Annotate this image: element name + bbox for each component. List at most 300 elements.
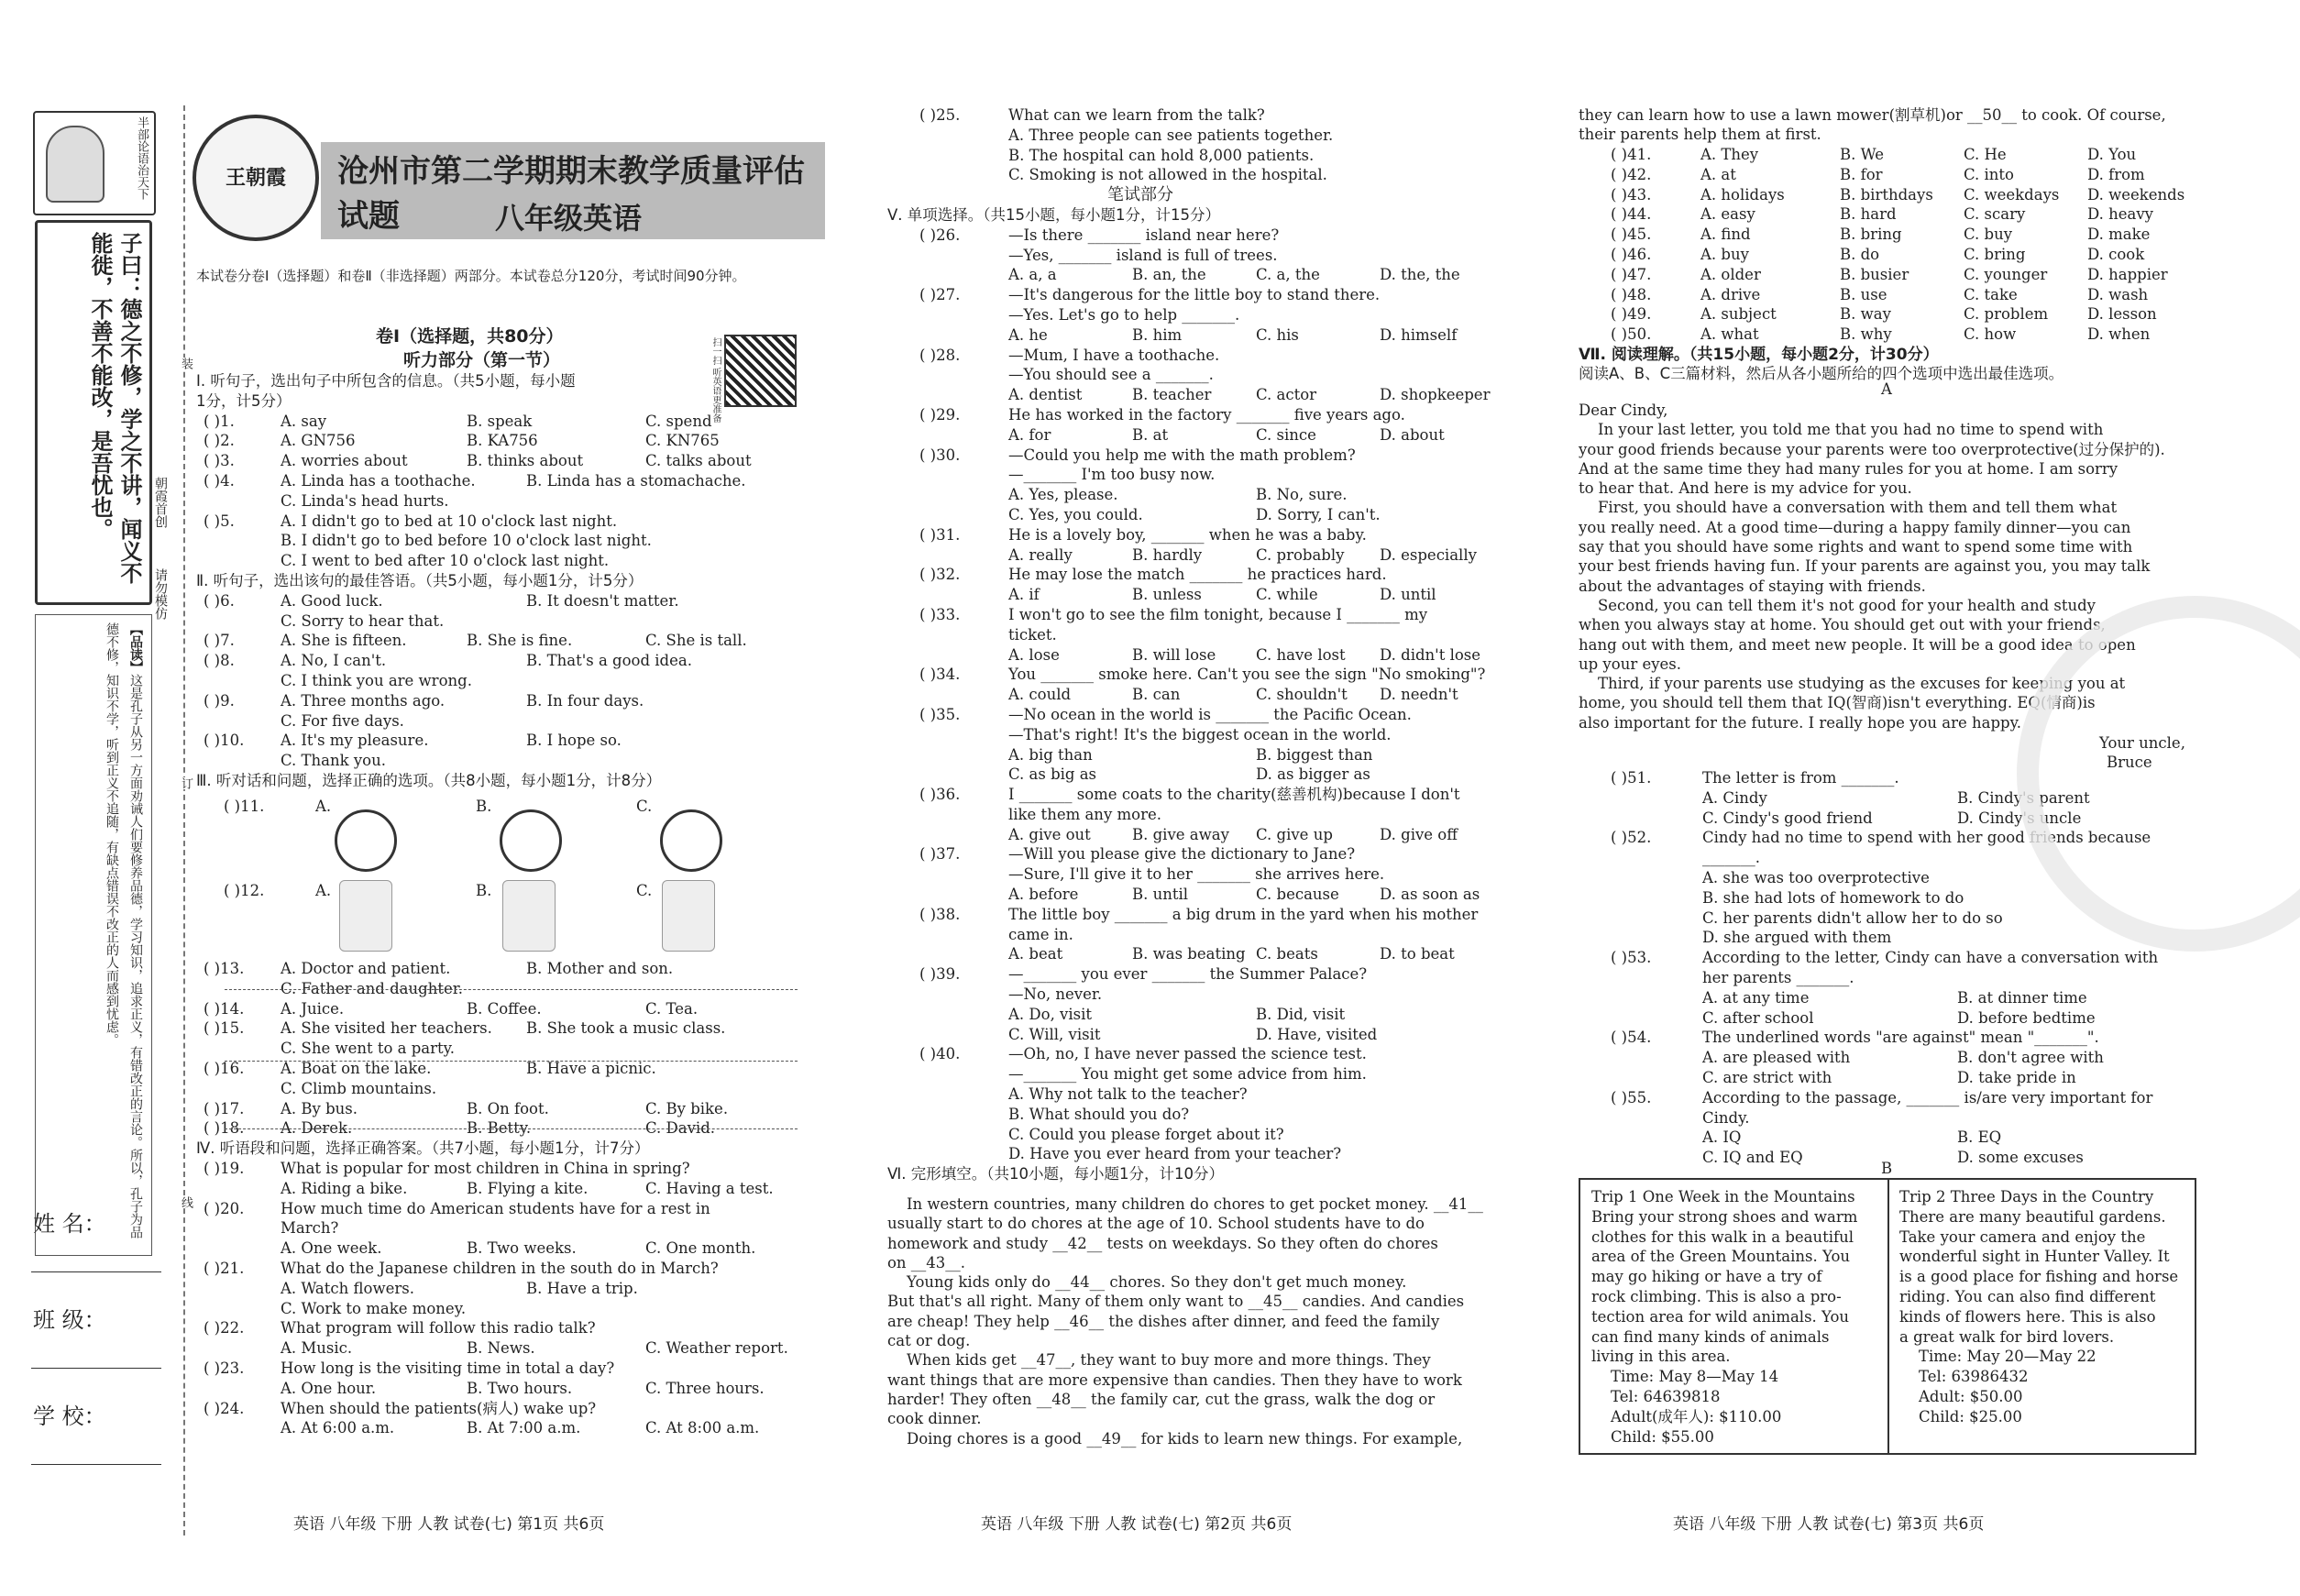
trip-text: Adult(成年人): $110.00 xyxy=(1591,1407,1782,1425)
option-c: C. At 8:00 a.m. xyxy=(645,1419,760,1437)
trip-text: living in this area. xyxy=(1591,1348,1731,1366)
footer-page-1: 英语 八年级 下册 人教 试卷(七) 第1页 共6页 xyxy=(293,1515,605,1534)
option-c: B. In four days. xyxy=(526,691,644,710)
option-c: C. beats xyxy=(1256,945,1318,963)
question-row xyxy=(887,505,1502,525)
option-a: C. as big as xyxy=(1008,765,1097,784)
option-c: C. since xyxy=(1256,425,1316,444)
question-row xyxy=(196,531,801,551)
question-row xyxy=(887,465,1502,485)
trip-text: area of the Green Mountains. You xyxy=(1591,1248,1851,1266)
cloze-option-row xyxy=(1579,225,2193,245)
question-row xyxy=(887,1105,1502,1125)
option-a: How much time do American students have for a rest in xyxy=(281,1199,710,1217)
question-text: A. Three people can see patients together. xyxy=(1008,126,1334,144)
question-number: ( )46. xyxy=(1611,245,1652,263)
question-number: ( )34. xyxy=(919,666,961,684)
option-b: D. Have, visited xyxy=(1256,1025,1378,1043)
option-a: What program will follow this radio talk? xyxy=(281,1319,596,1337)
part-heading: 笔试部分 xyxy=(1107,185,1173,205)
name-label: 姓 名： xyxy=(33,1211,106,1237)
cloze-option-row xyxy=(1579,185,2193,205)
option-a: A. are pleased with xyxy=(1702,1049,1851,1067)
question-number: ( )48. xyxy=(1611,285,1652,303)
option-d: D. weekends xyxy=(2087,185,2185,204)
option-c: C. KN765 xyxy=(645,432,720,450)
question-number: ( )16. xyxy=(204,1059,245,1077)
question-text: _______. xyxy=(1702,849,1760,867)
option-a: C. I think you are wrong. xyxy=(281,671,472,689)
option-b: B. until xyxy=(1132,886,1189,904)
option-d: D. wash xyxy=(2087,285,2149,303)
motto-box: 子曰：德之不修，学之不讲，闻义不能徙，不善不能改，是吾忧也。 xyxy=(35,220,152,605)
option-b: B. at xyxy=(1132,425,1169,444)
option-b: B. News. xyxy=(467,1339,535,1358)
section-heading-text: 1分，计5分） xyxy=(196,391,292,410)
question-row xyxy=(196,1338,801,1359)
text-line: your best friends having fun. If your parents are against you, you may talk xyxy=(1579,557,2151,576)
question-row xyxy=(887,146,1502,166)
question-row xyxy=(1579,1028,2193,1048)
option-a: C. For five days. xyxy=(281,711,404,730)
question-row xyxy=(887,126,1502,146)
trip-text: Child: $55.00 xyxy=(1591,1427,1714,1446)
question-row xyxy=(196,491,801,512)
question-row xyxy=(196,999,801,1019)
option-a: A. before xyxy=(1008,886,1079,904)
question-row xyxy=(196,1238,801,1259)
confucius-figure-icon xyxy=(46,126,105,203)
text-line: your good friends because your parents were too overprotective(过分保护的). xyxy=(1579,440,2165,458)
question-row xyxy=(887,805,1502,825)
text-line: But that's all right. Many of them only want to __45__ candies. And candies xyxy=(887,1293,1465,1311)
question-row xyxy=(887,226,1502,246)
dashed-divider xyxy=(225,1128,798,1129)
exam-subtitle: 八年级英语 xyxy=(495,201,643,236)
option-b: B. Two hours. xyxy=(467,1379,573,1397)
option-a: B. I didn't go to bed before 10 o'clock last night. xyxy=(281,532,652,550)
trip-line xyxy=(1899,1227,2184,1248)
option-b: B. was beating xyxy=(1132,945,1246,963)
option-b: B. unless xyxy=(1132,586,1202,604)
option-c: C. Weather report. xyxy=(645,1339,788,1358)
question-text: came in. xyxy=(1008,925,1073,943)
question-number: ( )51. xyxy=(1611,769,1652,787)
option-a: A. Good luck. xyxy=(281,591,383,610)
option-c: B. Linda has a stomachache. xyxy=(526,471,746,490)
option-c: C. problem xyxy=(1964,305,2049,324)
option-c: C. shouldn't xyxy=(1256,686,1348,704)
trip-2 xyxy=(1899,1187,2184,1427)
option-a: C. Will, visit xyxy=(1008,1025,1101,1043)
question-row xyxy=(196,1379,801,1399)
option-b: B. Coffee. xyxy=(467,999,542,1018)
binding-line xyxy=(183,105,185,1535)
question-text: C. her parents didn't allow her to do so xyxy=(1702,908,2003,927)
section-heading xyxy=(196,571,801,591)
question-row xyxy=(887,365,1502,385)
option-a: A. Music. xyxy=(281,1339,353,1358)
seal-char-3: 线 xyxy=(179,1196,193,1208)
question-row xyxy=(1579,928,2193,948)
section-heading xyxy=(196,371,801,391)
option-d: D. didn't lose xyxy=(1380,645,1481,664)
option-d: D. until xyxy=(1380,586,1436,604)
option-a: A. One week. xyxy=(281,1239,382,1258)
question-text: her parents _______. xyxy=(1702,968,1854,986)
question-row xyxy=(887,385,1502,405)
section-heading xyxy=(887,205,1502,226)
question-number: ( )5. xyxy=(204,512,235,530)
text-line: cat or dog. xyxy=(887,1332,971,1350)
option-b: D. as bigger as xyxy=(1256,765,1370,784)
question-number: ( )38. xyxy=(919,905,961,923)
text-line: First, you should have a conversation with them and tell them what xyxy=(1579,499,2118,517)
question-row xyxy=(887,1064,1502,1084)
question-number: ( )19. xyxy=(204,1159,245,1177)
option-c: C. By bike. xyxy=(645,1099,729,1117)
question-text: —It's dangerous for the little boy to stand there. xyxy=(1008,286,1381,304)
option-b: B. biggest than xyxy=(1256,745,1373,764)
question-number: ( )45. xyxy=(1611,226,1652,244)
option-b: B. hard xyxy=(1840,205,1897,224)
trip-line xyxy=(1899,1387,2184,1407)
question-row xyxy=(887,964,1502,985)
option-c: C. while xyxy=(1256,586,1318,604)
trip-line xyxy=(1591,1327,1876,1348)
option-a: A. could xyxy=(1008,686,1072,704)
trip-text: Tel: 63986432 xyxy=(1899,1368,2029,1386)
question-row xyxy=(887,405,1502,425)
question-text: ticket. xyxy=(1008,625,1057,644)
clock-c-icon xyxy=(660,809,722,872)
text-line: are cheap! They help __46__ the dishes after dinner, and feed the family xyxy=(887,1312,1440,1330)
question-row xyxy=(887,645,1502,666)
section-heading-text: Ⅰ. 听句子，选出句子中所包含的信息。（共5小题，每小题 xyxy=(196,372,576,390)
question-row xyxy=(887,765,1502,785)
option-a: A. dentist xyxy=(1008,386,1083,404)
trip-line xyxy=(1899,1287,2184,1307)
option-a: A. Three months ago. xyxy=(281,691,446,710)
text-line: In western countries, many children do chores to get pocket money. __41__ xyxy=(887,1195,1483,1213)
text-line: say that you should have some rights and want to spend some time with xyxy=(1579,538,2133,556)
side-label-2: 请勿模仿 xyxy=(153,568,168,620)
option-b: B. KA756 xyxy=(467,432,538,450)
trip-line xyxy=(1591,1247,1876,1267)
question-number: ( )7. xyxy=(204,632,235,650)
option-d: D. You xyxy=(2087,146,2137,163)
option-c: B. Mother and son. xyxy=(526,960,674,977)
option-a: How long is the visiting time in total a day? xyxy=(281,1359,615,1377)
option-b: B. for xyxy=(1840,165,1883,183)
question-row xyxy=(887,1084,1502,1105)
question-text: A. she was too overprotective xyxy=(1702,868,1930,886)
trip-text: clothes for this walk in a beautiful xyxy=(1591,1227,1854,1246)
option-a: A. what xyxy=(1700,325,1759,344)
option-a: A. subject xyxy=(1700,305,1777,324)
text-line: cook dinner. xyxy=(887,1410,982,1428)
option-c: C. younger xyxy=(1964,265,2048,283)
school-field[interactable] xyxy=(28,1389,165,1485)
option-a: A. Doctor and patient. xyxy=(281,960,451,977)
option-a: C. Father and daughter. xyxy=(281,979,464,997)
question-number: ( )23. xyxy=(204,1359,245,1377)
option-d: D. shopkeeper xyxy=(1380,386,1491,404)
question-text: —_______ I'm too busy now. xyxy=(1008,466,1216,484)
trip-text: There are many beautiful gardens. xyxy=(1899,1207,2166,1226)
question-text: —No, never. xyxy=(1008,985,1103,1004)
option-b: B. EQ xyxy=(1957,1128,2002,1147)
question-text: The underlined words "are against" mean "_______". xyxy=(1702,1029,2099,1047)
question-row xyxy=(196,711,801,732)
question-row xyxy=(1579,1048,2193,1068)
option-b: B. No, sure. xyxy=(1256,486,1348,504)
question-number: ( )54. xyxy=(1611,1029,1652,1047)
option-a: A. No, I can't. xyxy=(281,652,387,670)
trip-line xyxy=(1591,1307,1876,1327)
text-line: harder! They often __48__ the family car, cut the grass, walk the dog or xyxy=(887,1390,1436,1408)
text-line: home, you should tell them that IQ(智商)isn't everything. EQ(情商)is xyxy=(1579,694,2096,712)
question-row xyxy=(887,425,1502,446)
question-row xyxy=(887,825,1502,845)
option-c: C. how xyxy=(1964,325,2017,344)
question-row xyxy=(887,905,1502,925)
option-b: D. Cindy's uncle xyxy=(1957,809,2082,827)
option-a: A. give out xyxy=(1008,825,1091,843)
brand-logo: 王朝霞 xyxy=(193,115,319,241)
option-d: D. needn't xyxy=(1380,686,1458,704)
option-b: B. birthdays xyxy=(1840,185,1933,204)
section-heading xyxy=(196,391,801,412)
question-text: —_______ You might get some advice from him. xyxy=(1008,1065,1367,1084)
passage-b-label: B xyxy=(1881,1160,1893,1177)
question-number: ( )49. xyxy=(1611,305,1652,324)
question-text: Cindy. xyxy=(1702,1108,1750,1127)
question-text: According to the letter, Cindy can have a conversation with xyxy=(1702,949,2159,967)
option-c: C. actor xyxy=(1256,386,1317,404)
trip-text: Time: May 8—May 14 xyxy=(1591,1368,1779,1386)
text-line: When kids get __47__, they want to buy more and more things. They xyxy=(887,1351,1431,1370)
exam-intro: 本试卷分卷Ⅰ（选择题）和卷Ⅱ（非选择题）两部分。本试卷总分120分，考试时间90分钟。 xyxy=(196,268,746,284)
option-a: A. Boat on the lake. xyxy=(281,1059,432,1077)
option-a: A. Derek. xyxy=(281,1119,353,1138)
trip-text: Take your camera and enjoy the xyxy=(1899,1227,2146,1246)
text-line: want things that are more expensive than candies. Then they have to work xyxy=(887,1370,1462,1389)
question-row xyxy=(1579,1008,2193,1029)
question-number: ( )53. xyxy=(1611,949,1652,967)
option-a: A. One hour. xyxy=(281,1379,377,1397)
question-row xyxy=(196,512,801,532)
option-c: C. scary xyxy=(1964,205,2026,224)
class-label: 班 级： xyxy=(33,1307,106,1333)
clock-a-icon xyxy=(335,809,397,872)
question-row xyxy=(196,1318,801,1338)
question-row xyxy=(887,1005,1502,1025)
option-a: A. Watch flowers. xyxy=(281,1279,414,1297)
section-heading-text: Ⅲ. 听对话和问题，选择正确的选项。（共8小题，每小题1分，计8分） xyxy=(196,771,662,789)
option-a: A. if xyxy=(1008,586,1040,604)
option-b: B. why xyxy=(1840,325,1892,344)
cloze-option-row xyxy=(1579,285,2193,305)
question-row xyxy=(1579,1068,2193,1088)
option-d: D. when xyxy=(2087,325,2151,344)
question-row xyxy=(196,631,801,651)
question-row xyxy=(196,671,801,691)
column-2 xyxy=(887,105,1502,1184)
option-c: C. weekdays xyxy=(1964,185,2060,204)
question-number: ( )13. xyxy=(204,960,245,977)
question-row xyxy=(196,1039,801,1059)
question-text: —Will you please give the dictionary to Jane? xyxy=(1008,845,1356,864)
option-b: B. can xyxy=(1132,686,1181,704)
question-text: I _______ some coats to the charity(慈善机构)because I don't xyxy=(1008,786,1460,804)
option-b: B. At 7:00 a.m. xyxy=(467,1419,581,1437)
question-text: like them any more. xyxy=(1008,805,1161,823)
trip-line xyxy=(1899,1407,2184,1427)
option-a: A. he xyxy=(1008,325,1048,344)
trip-text: Time: May 20—May 22 xyxy=(1899,1348,2096,1366)
review-box xyxy=(35,614,152,1256)
question-row xyxy=(196,1079,801,1099)
question-row xyxy=(196,611,801,632)
question-number: ( )44. xyxy=(1611,205,1652,224)
question-row xyxy=(196,451,801,471)
trip-line xyxy=(1591,1267,1876,1287)
question-row xyxy=(196,1359,801,1379)
question-number: ( )9. xyxy=(204,691,235,710)
text-line: usually start to do chores at the age of 10. School students have to do xyxy=(887,1215,1425,1233)
question-row xyxy=(1579,1088,2193,1108)
option-d: D. himself xyxy=(1380,325,1458,344)
option-c: C. David. xyxy=(645,1119,715,1138)
question-row xyxy=(1579,948,2193,968)
question-row xyxy=(196,731,801,751)
option-a: C. Climb mountains. xyxy=(281,1079,437,1097)
option-a: A. holidays xyxy=(1700,185,1785,204)
exam-title: 沧州市第二学期期末教学质量评估试题 xyxy=(321,142,825,239)
text-line: they can learn how to use a lawn mower(割草机)or __50__ to cook. Of course, xyxy=(1579,106,2166,124)
cloze-passage-end xyxy=(1579,105,2193,145)
option-b: B. Betty. xyxy=(467,1119,532,1138)
question-number: ( )14. xyxy=(204,999,245,1018)
question-row xyxy=(887,745,1502,765)
option-a: A. worries about xyxy=(281,452,408,470)
option-a: A. GN756 xyxy=(281,432,356,450)
question-row xyxy=(196,591,801,611)
question-row xyxy=(887,545,1502,566)
trip-1 xyxy=(1591,1187,1876,1447)
question-text: He has worked in the factory _______ five years ago. xyxy=(1008,405,1405,424)
seal-char-2: 订 xyxy=(179,777,193,789)
option-a: A. buy xyxy=(1700,245,1749,263)
figure-a-icon xyxy=(339,880,392,952)
option-a: A. say xyxy=(281,412,327,430)
section-heading-text: Ⅱ. 听句子，选出该句的最佳答语。（共5小题，每小题1分，计5分） xyxy=(196,571,644,589)
trip-line xyxy=(1591,1207,1876,1227)
class-field[interactable] xyxy=(28,1293,165,1389)
text-line: Young kids only do __44__ chores. So they don't get much money. xyxy=(887,1273,1407,1292)
option-b: B. On foot. xyxy=(467,1099,549,1117)
option-c: C. take xyxy=(1964,285,2018,303)
option-b: D. some excuses xyxy=(1957,1149,2084,1167)
trip-line xyxy=(1591,1387,1876,1407)
qr-caption: 扫一扫 听英语更准备 xyxy=(710,337,721,424)
trip-text: a great walk for bird lovers. xyxy=(1899,1327,2115,1346)
question-text: —Could you help me with the math problem? xyxy=(1008,446,1356,464)
text-line: you really need. At a good time—during a happy family dinner—you can xyxy=(1579,518,2131,536)
option-c: C. because xyxy=(1256,886,1339,904)
option-a: What do the Japanese children in the south do in March? xyxy=(281,1259,719,1277)
trip-text: Child: $25.00 xyxy=(1899,1407,2022,1425)
question-row xyxy=(887,246,1502,266)
trip-line xyxy=(1591,1427,1876,1447)
option-b: B. him xyxy=(1132,325,1183,344)
question-text: —Sure, I'll give it to her _______ she arrives here. xyxy=(1008,865,1385,884)
question-row xyxy=(887,165,1502,185)
vol1-heading: 卷Ⅰ（选择题，共80分） xyxy=(376,326,564,347)
question-row xyxy=(887,446,1502,466)
question-text: What can we learn from the talk? xyxy=(1008,106,1265,124)
option-a: A. a, a xyxy=(1008,266,1057,284)
dashed-divider xyxy=(225,1061,798,1062)
question-number: ( )41. xyxy=(1611,146,1652,163)
question-row xyxy=(196,471,801,491)
question-row xyxy=(196,1259,801,1279)
option-c: C. Tea. xyxy=(645,999,699,1018)
trip-line xyxy=(1899,1347,2184,1367)
option-a: A. It's my pleasure. xyxy=(281,732,429,750)
question-text: C. Could you please forget about it? xyxy=(1008,1125,1284,1143)
option-c: B. Have a trip. xyxy=(526,1279,638,1297)
question-number: ( )15. xyxy=(204,1019,245,1038)
option-a: A. Yes, please. xyxy=(1008,486,1118,504)
question-row xyxy=(887,1044,1502,1064)
option-a: A. At 6:00 a.m. xyxy=(281,1419,395,1437)
question-row xyxy=(1579,1108,2193,1128)
question-row xyxy=(196,1218,801,1238)
option-a: What is popular for most children in China in spring? xyxy=(281,1159,690,1177)
question-row xyxy=(887,265,1502,285)
option-b: B. speak xyxy=(467,412,533,430)
question-number: ( )24. xyxy=(204,1399,245,1417)
question-row xyxy=(196,959,801,979)
question-row xyxy=(887,105,1502,126)
question-row xyxy=(196,1179,801,1199)
trip-line xyxy=(1591,1227,1876,1248)
section-heading-text: Ⅵ. 完形填空。（共10小题，每小题1分，计10分） xyxy=(887,1165,1224,1183)
question-row xyxy=(196,1099,801,1119)
option-b: D. take pride in xyxy=(1957,1068,2076,1086)
text-line: on __43__. xyxy=(887,1253,966,1271)
question-number: ( )17. xyxy=(204,1099,245,1117)
question-row xyxy=(887,785,1502,805)
question-row xyxy=(887,325,1502,346)
question-number: ( )40. xyxy=(919,1045,961,1063)
option-d: D. give off xyxy=(1380,825,1458,843)
question-number: ( )30. xyxy=(919,446,961,464)
question-row xyxy=(887,864,1502,885)
option-a: C. Cindy's good friend xyxy=(1702,809,1873,827)
option-d: D. about xyxy=(1380,425,1445,444)
text-line: to hear that. And here is my advice for you. xyxy=(1579,479,1912,498)
name-field[interactable] xyxy=(28,1196,165,1293)
option-c: C. Having a test. xyxy=(645,1179,774,1197)
school-label: 学 校： xyxy=(33,1403,106,1429)
column-1-bottom xyxy=(196,959,801,1438)
question-row xyxy=(887,585,1502,605)
option-c: C. give up xyxy=(1256,825,1333,843)
trip-line xyxy=(1899,1267,2184,1287)
